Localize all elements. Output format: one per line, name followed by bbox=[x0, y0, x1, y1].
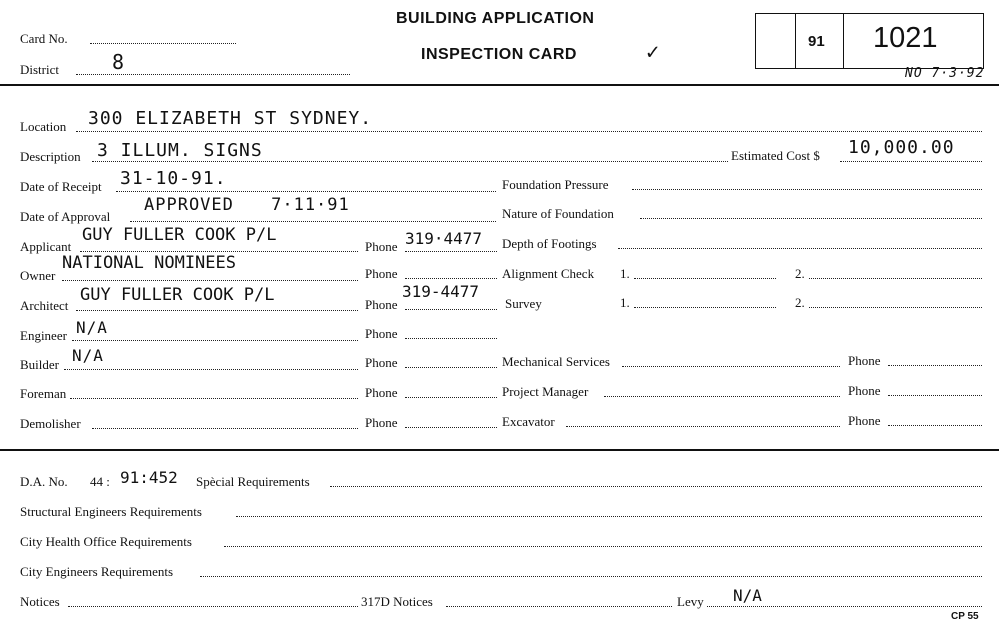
special-requirements-field[interactable] bbox=[330, 486, 982, 487]
architect-phone-field[interactable] bbox=[405, 309, 497, 310]
date-approval-label: Date of Approval bbox=[20, 209, 111, 224]
excavator-phone-label: Phone bbox=[848, 413, 881, 428]
city-engineers-field[interactable] bbox=[200, 576, 982, 577]
notices-label: Notices bbox=[20, 594, 60, 609]
mechanical-services-label: Mechanical Services bbox=[502, 354, 610, 369]
applicant-field[interactable] bbox=[80, 251, 358, 252]
mechanical-services-field[interactable] bbox=[622, 366, 840, 367]
foreman-phone-label: Phone bbox=[365, 385, 398, 400]
card-no-label: Card No. bbox=[20, 31, 68, 46]
excavator-field[interactable] bbox=[566, 426, 840, 427]
check-mark: ✓ bbox=[646, 40, 661, 65]
box-divider bbox=[795, 13, 796, 69]
card-number-box bbox=[755, 13, 984, 69]
notices-317d-label: 317D Notices bbox=[361, 594, 433, 609]
project-manager-label: Project Manager bbox=[502, 384, 589, 399]
card-title-line2: INSPECTION CARD bbox=[421, 46, 577, 63]
mechanical-phone-field[interactable] bbox=[888, 365, 982, 366]
estimated-cost-field[interactable] bbox=[840, 161, 982, 162]
date-receipt-value: 31-10-91. bbox=[120, 168, 227, 189]
architect-phone-value: 319-4477 bbox=[402, 282, 480, 301]
architect-phone-label: Phone bbox=[365, 297, 398, 312]
section-rule bbox=[0, 449, 999, 451]
card-no-field[interactable] bbox=[90, 43, 236, 44]
alignment-field-1[interactable] bbox=[634, 278, 776, 279]
location-label: Location bbox=[20, 119, 67, 134]
owner-phone-field[interactable] bbox=[405, 278, 497, 279]
project-manager-phone-field[interactable] bbox=[888, 395, 982, 396]
owner-value: NATIONAL NOMINEES bbox=[62, 253, 236, 273]
date-approval-field[interactable] bbox=[130, 221, 496, 222]
depth-footings-label: Depth of Footings bbox=[502, 236, 597, 251]
project-manager-field[interactable] bbox=[604, 396, 840, 397]
survey-number-2: 2. bbox=[795, 295, 805, 310]
demolisher-phone-field[interactable] bbox=[405, 427, 497, 428]
description-value: 3 ILLUM. SIGNS bbox=[97, 140, 263, 161]
nature-foundation-field[interactable] bbox=[640, 218, 982, 219]
estimated-cost-value: 10,000.00 bbox=[848, 137, 955, 158]
foreman-label: Foreman bbox=[20, 386, 67, 401]
box-card-number: 1021 bbox=[873, 22, 938, 54]
builder-field[interactable] bbox=[64, 369, 358, 370]
survey-field-1[interactable] bbox=[634, 307, 776, 308]
card-title-line1: BUILDING APPLICATION bbox=[396, 10, 595, 27]
date-receipt-field[interactable] bbox=[116, 191, 496, 192]
box-divider bbox=[843, 13, 844, 69]
foundation-pressure-label: Foundation Pressure bbox=[502, 177, 609, 192]
foreman-phone-field[interactable] bbox=[405, 397, 497, 398]
engineer-value: N/A bbox=[76, 318, 108, 337]
levy-field[interactable] bbox=[707, 606, 982, 607]
mechanical-phone-label: Phone bbox=[848, 353, 881, 368]
estimated-cost-label: Estimated Cost $ bbox=[731, 148, 820, 163]
city-health-label: City Health Office Requirements bbox=[20, 534, 192, 549]
description-label: Description bbox=[20, 149, 81, 164]
handwritten-note: NO 7·3·92 bbox=[905, 66, 985, 81]
foundation-pressure-field[interactable] bbox=[632, 189, 982, 190]
alignment-number-1: 1. bbox=[620, 266, 630, 281]
applicant-phone-label: Phone bbox=[365, 239, 398, 254]
header-rule bbox=[0, 84, 999, 86]
box-year: 91 bbox=[808, 33, 825, 50]
da-prefix: 44 : bbox=[90, 474, 110, 489]
da-no-value: 91:452 bbox=[120, 468, 178, 487]
project-manager-phone-label: Phone bbox=[848, 383, 881, 398]
excavator-phone-field[interactable] bbox=[888, 425, 982, 426]
district-value: 8 bbox=[112, 50, 126, 74]
architect-field[interactable] bbox=[76, 310, 358, 311]
engineer-field[interactable] bbox=[72, 340, 358, 341]
alignment-check-label: Alignment Check bbox=[502, 266, 595, 281]
form-code: CP 55 bbox=[951, 611, 979, 622]
alignment-field-2[interactable] bbox=[809, 278, 982, 279]
demolisher-field[interactable] bbox=[92, 428, 358, 429]
applicant-phone-value: 319·4477 bbox=[405, 229, 483, 248]
owner-field[interactable] bbox=[62, 280, 358, 281]
description-field[interactable] bbox=[92, 161, 728, 162]
city-engineers-label: City Engineers Requirements bbox=[20, 564, 174, 579]
structural-engineers-label: Structural Engineers Requirements bbox=[20, 504, 202, 519]
levy-label: Levy bbox=[677, 594, 704, 609]
demolisher-label: Demolisher bbox=[20, 416, 81, 431]
builder-label: Builder bbox=[20, 357, 59, 372]
excavator-label: Excavator bbox=[502, 414, 555, 429]
survey-field-2[interactable] bbox=[809, 307, 982, 308]
notices-317d-field[interactable] bbox=[446, 606, 672, 607]
alignment-number-2: 2. bbox=[795, 266, 805, 281]
nature-foundation-label: Nature of Foundation bbox=[502, 206, 614, 221]
owner-phone-label: Phone bbox=[365, 266, 398, 281]
city-health-field[interactable] bbox=[224, 546, 982, 547]
architect-label: Architect bbox=[20, 298, 69, 313]
foreman-field[interactable] bbox=[70, 398, 358, 399]
date-receipt-label: Date of Receipt bbox=[20, 179, 102, 194]
applicant-phone-field[interactable] bbox=[405, 251, 497, 252]
location-field[interactable] bbox=[76, 131, 982, 132]
depth-footings-field[interactable] bbox=[618, 248, 982, 249]
notices-field[interactable] bbox=[68, 606, 358, 607]
date-approval-value: APPROVED 7·11·91 bbox=[144, 195, 350, 215]
demolisher-phone-label: Phone bbox=[365, 415, 398, 430]
structural-engineers-field[interactable] bbox=[236, 516, 982, 517]
engineer-phone-label: Phone bbox=[365, 326, 398, 341]
da-no-label: D.A. No. bbox=[20, 474, 68, 489]
engineer-label: Engineer bbox=[20, 328, 67, 343]
special-requirements-label: Spècial Requirements bbox=[196, 474, 310, 489]
architect-value: GUY FULLER COOK P/L bbox=[80, 285, 275, 305]
applicant-label: Applicant bbox=[20, 239, 72, 254]
engineer-phone-field[interactable] bbox=[405, 338, 497, 339]
district-field[interactable] bbox=[76, 74, 350, 75]
survey-number-1: 1. bbox=[620, 295, 630, 310]
levy-value: N/A bbox=[733, 586, 762, 605]
district-label: District bbox=[20, 62, 59, 77]
builder-phone-field[interactable] bbox=[405, 367, 497, 368]
applicant-value: GUY FULLER COOK P/L bbox=[82, 225, 277, 245]
builder-phone-label: Phone bbox=[365, 355, 398, 370]
owner-label: Owner bbox=[20, 268, 56, 283]
builder-value: N/A bbox=[72, 346, 104, 365]
location-value: 300 ELIZABETH ST SYDNEY. bbox=[88, 108, 373, 129]
survey-label: Survey bbox=[505, 296, 542, 311]
